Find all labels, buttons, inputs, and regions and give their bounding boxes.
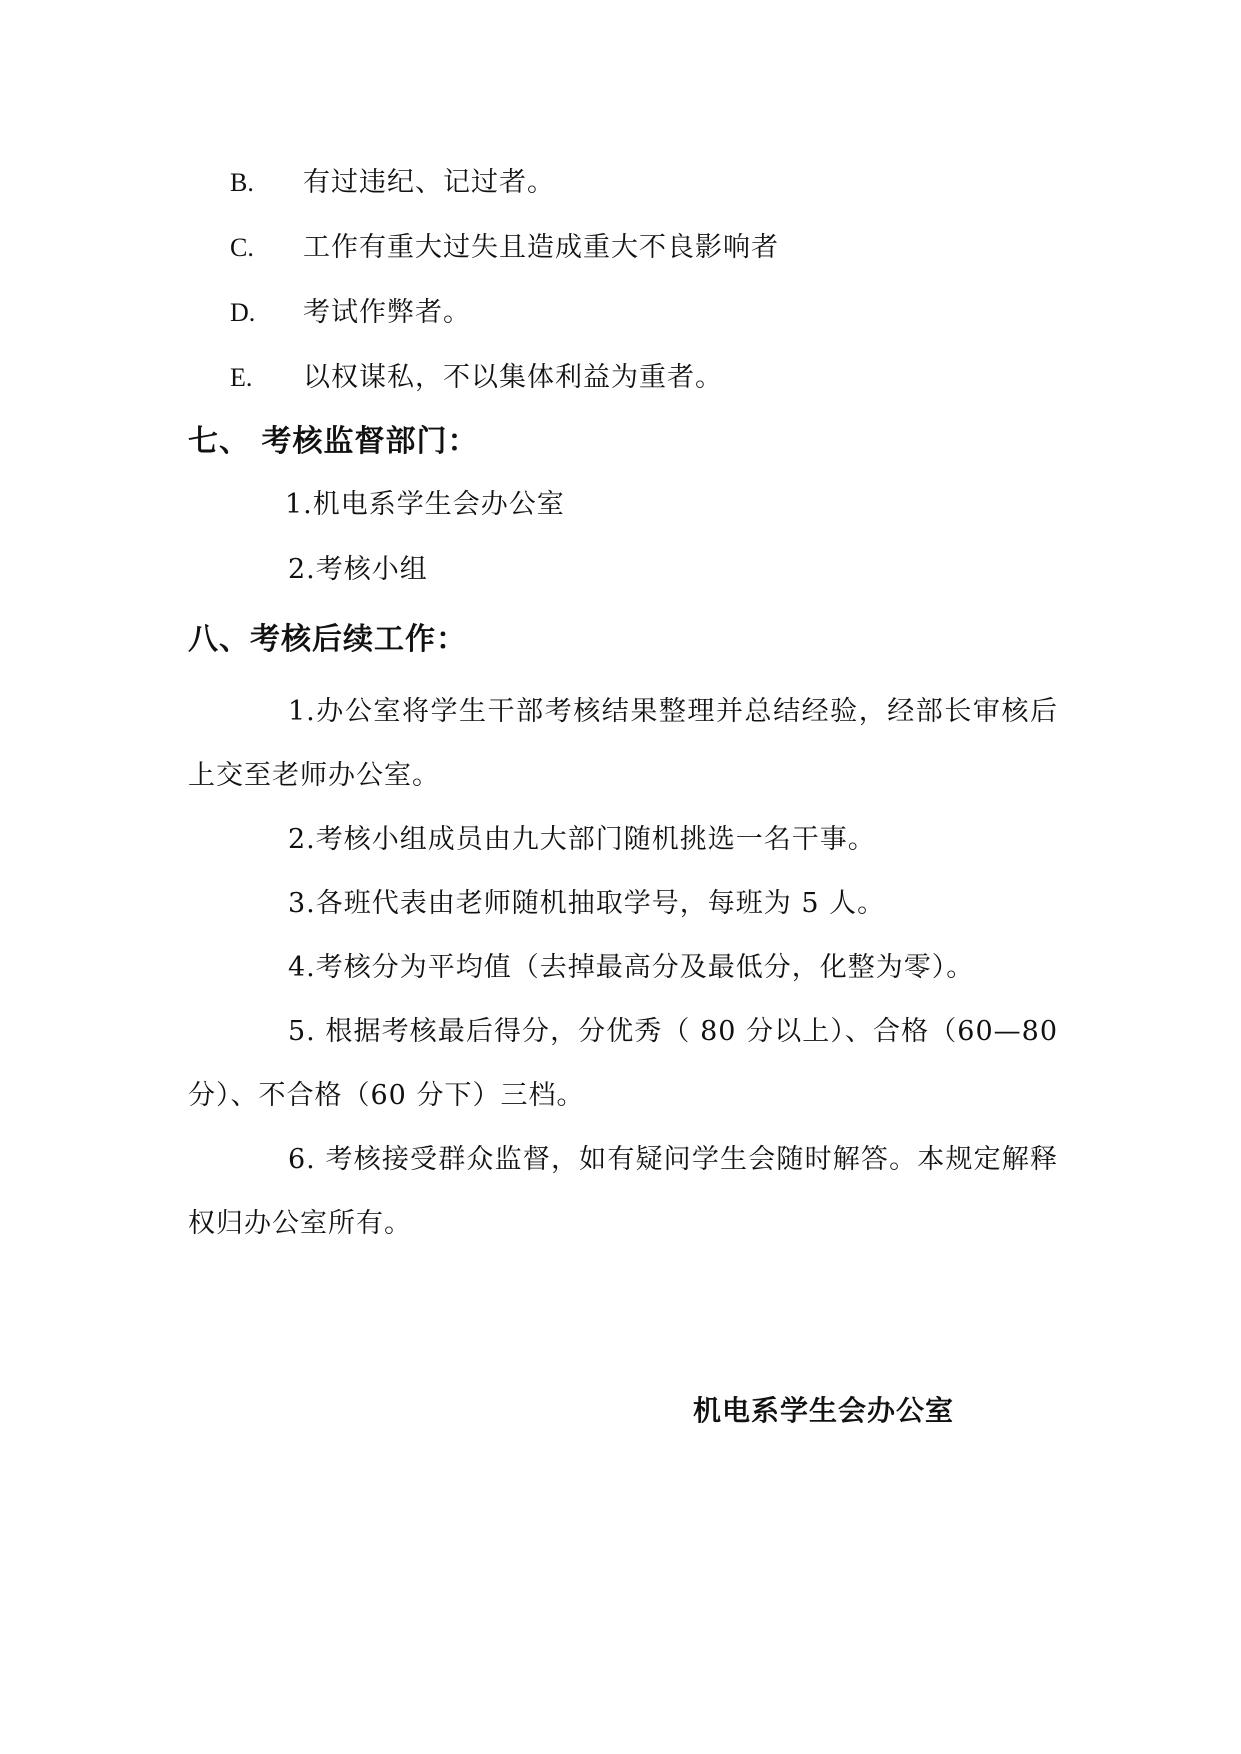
section-7-line: 1.机电系学生会办公室 (285, 489, 565, 520)
section-7-heading: 七、 考核监督部门： (188, 424, 479, 459)
item-letter: E. (230, 363, 253, 392)
item-letter: C. (230, 233, 254, 262)
section-8-paragraph: 3.各班代表由老师随机抽取学号，每班为 5 人。 (288, 888, 886, 919)
item-text: 工作有重大过失且造成重大不良影响者 (303, 232, 779, 263)
section-7-line: 2.考核小组 (288, 554, 428, 585)
section-8-paragraph: 6. 考核接受群众监督，如有疑问学生会随时解答。本规定解释权归办公室所有。 (188, 1144, 1058, 1239)
signature: 机电系学生会办公室 (693, 1394, 955, 1427)
section-8-paragraph: 1.办公室将学生干部考核结果整理并总结经验，经部长审核后上交至老师办公室。 (188, 696, 1058, 791)
item-text: 有过违纪、记过者。 (303, 167, 555, 198)
section-8-paragraph: 5. 根据考核最后得分，分优秀（ 80 分以上）、合格（60—80 分）、不合格（60 分下）三档。 (188, 1016, 1058, 1111)
item-text: 考试作弊者。 (303, 297, 471, 328)
item-text: 以权谋私，不以集体利益为重者。 (303, 362, 723, 393)
item-letter: D. (230, 298, 256, 327)
item-letter: B. (230, 168, 254, 197)
section-8-paragraph: 4.考核分为平均值（去掉最高分及最低分，化整为零）。 (288, 952, 975, 983)
section-8-paragraph: 2.考核小组成员由九大部门随机挑选一名干事。 (288, 824, 876, 855)
section-8-heading: 八、考核后续工作： (188, 622, 467, 657)
